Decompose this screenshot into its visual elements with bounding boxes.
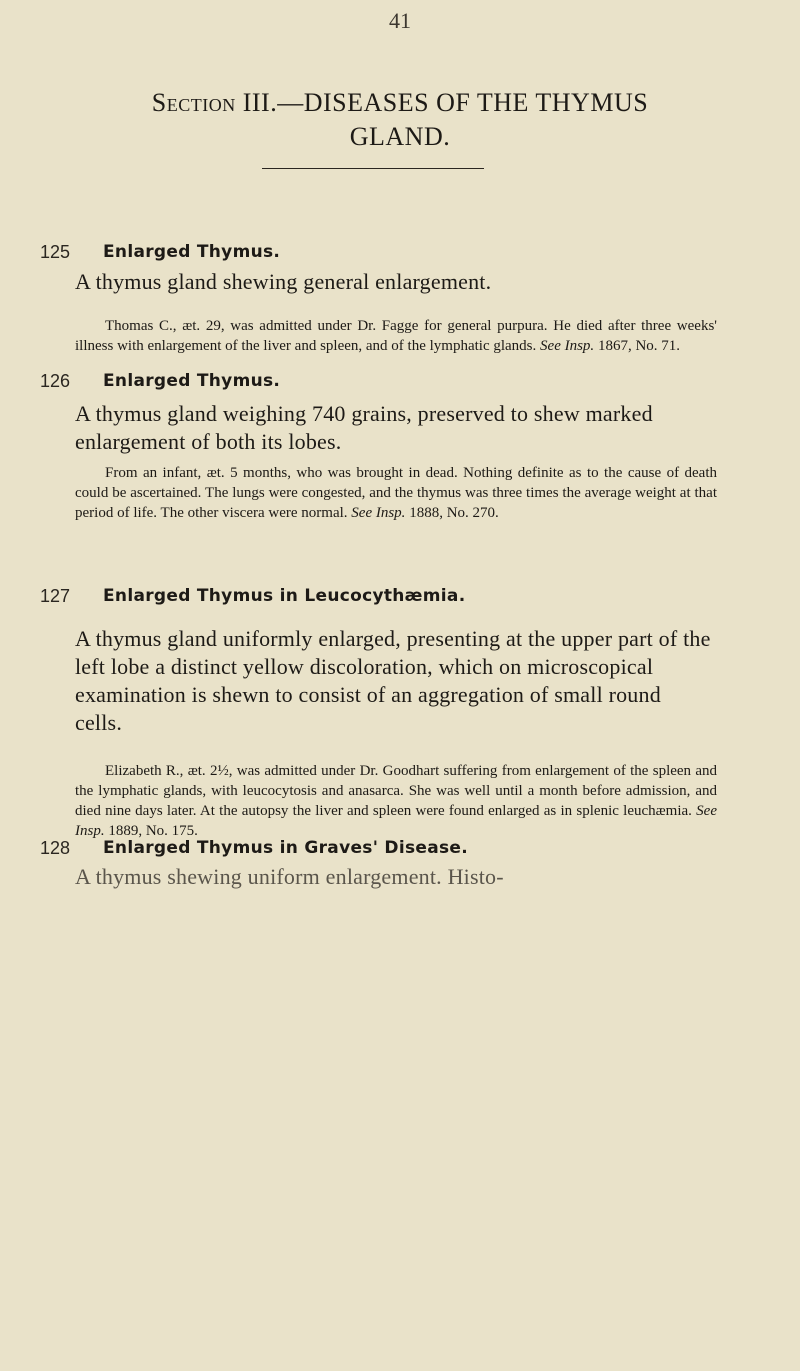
entry-number: 126: [40, 371, 71, 391]
entry-heading: Enlarged Thymus.: [103, 242, 281, 262]
inspection-number: 1889, No. 175.: [108, 823, 198, 839]
entry-description: A thymus gland uniformly enlarged, presenting at the upper part of the left lobe a distinct yellow discoloration, which on microscopical examination is shewn to consist of an aggregation of small round cells.: [75, 626, 711, 735]
inspection-reference: See Insp.: [75, 803, 717, 839]
entry-heading: Enlarged Thymus.: [103, 371, 281, 391]
case-note-text: From an infant, æt. 5 months, who was brought in dead. Nothing definite as to the cause of death could be ascertained. The lungs were congested, and the thymus was three times the average weight at that period of life. The other viscera were normal.: [75, 465, 717, 521]
entry-case-note: [75, 761, 717, 841]
entry-number: 127: [40, 586, 71, 606]
inspection-number: 1867, No. 71.: [597, 338, 681, 354]
case-note-text: Elizabeth R., æt. 2½, was admitted under Dr. Goodhart suffering from enlargement of the spleen and the lymphatic glands, with leucocytosis and anasarca. She was well until a month before admission, and died nine days later. At the autopsy the liver and spleen were found enlarged as in splenic leuchæmia.: [75, 763, 717, 819]
entry-heading: Enlarged Thymus in Graves' Disease.: [103, 838, 468, 858]
entry-number: 125: [40, 242, 71, 262]
page-number: 41: [389, 8, 411, 33]
entry-description: A thymus gland weighing 740 grains, preserved to shew marked enlargement of both its lobes.: [75, 401, 653, 454]
case-note-text: Thomas C., æt. 29, was admitted under Dr. Fagge for general purpura. He died after three weeks' illness with enlargement of the liver and spleen, and of the lymphatic glands.: [75, 318, 717, 354]
entry-description: A thymus gland shewing general enlargement.: [75, 269, 492, 294]
entry-case-note: [75, 316, 717, 356]
section-title-line-2: GLAND.: [349, 122, 451, 151]
section-prefix: Section: [151, 88, 236, 117]
entry-description: A thymus shewing uniform enlargement. Histo-: [75, 864, 504, 889]
entry-number: 128: [40, 838, 71, 858]
inspection-reference: See Insp.: [351, 505, 406, 521]
section-title-line-1: [60, 86, 740, 120]
inspection-reference: See Insp.: [540, 338, 595, 354]
entry-case-note: [75, 463, 717, 523]
section-divider: [262, 168, 484, 169]
section-title: [60, 86, 740, 154]
entry-heading: Enlarged Thymus in Leucocythæmia.: [103, 586, 466, 606]
inspection-number: 1888, No. 270.: [409, 505, 499, 521]
section-title-text: III.—DISEASES OF THE THYMUS: [242, 88, 649, 117]
